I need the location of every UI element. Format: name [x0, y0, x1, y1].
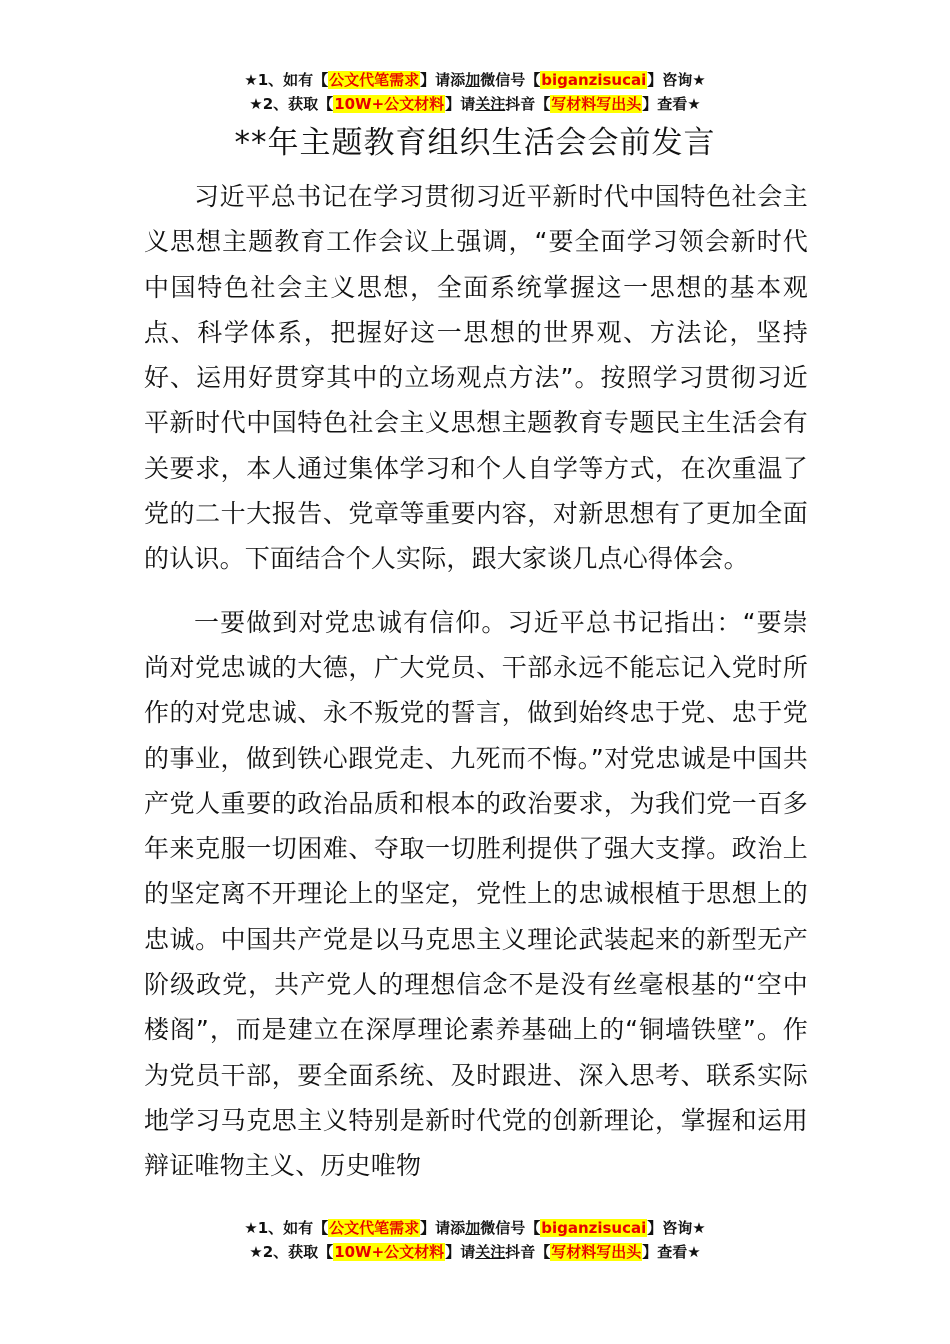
body-paragraph: 一要做到对党忠诚有信仰。习近平总书记指出：“要崇尚对党忠诚的大德，广大党员、干部永远不能忘记入党时所作的对党忠诚、永不叛党的誓言，做到始终忠于党、忠于党的事业，做到铁心跟党走、九死而不悔。”对党忠诚是中国共产党人重要的政治品质和根本的政治要求，为我们党一百多年来克服一切困难、夺取一切胜利提供了强大支撑。政治上的坚定离不开理论上的坚定，党性上的忠诚根植于思想上的忠诚。中国共产党是以马克思主义理论武装起来的新型无产阶级政党，共产党人的理想信念不是没有丝毫根基的“空中楼阁”，而是建立在深厚理论素养基础上的“铜墙铁壁”。作为党员干部，要全面系统、及时跟进、深入思考、联系实际地学习马克思主义特别是新时代党的创新理论，掌握和运用辩证唯物主义、历史唯物 [144, 607, 808, 1181]
banner-text: 】请 [445, 95, 476, 113]
document-body [144, 174, 808, 1189]
banner-highlight-douyin-id: 写材料写出头 [551, 1243, 642, 1261]
banner-underlined-text: 关注 [475, 95, 506, 113]
banner-highlight: 10W+公文材料 [334, 95, 445, 113]
banner-highlight-douyin-id: 写材料写出头 [551, 95, 642, 113]
banner-line-2 [0, 92, 950, 116]
banner-text: 抖音【 [505, 95, 551, 113]
banner-text: ★1、如有【 [244, 1219, 329, 1237]
banner-text: 抖音【 [505, 1243, 551, 1261]
banner-text: 】查看★ [642, 1243, 701, 1261]
body-paragraph: 习近平总书记在学习贯彻习近平新时代中国特色社会主义思想主题教育工作会议上强调，“要全面学习领会新时代中国特色社会主义思想，全面系统掌握这一思想的基本观点、科学体系，把握好这一思想的世界观、方法论，坚持好、运用好贯穿其中的立场观点方法”。按照学习贯彻习近平新时代中国特色社会主义思想主题教育专题民主生活会有关要求，本人通过集体学习和个人自学等方式，在次重温了党的二十大报告、党章等重要内容，对新思想有了更加全面的认识。下面结合个人实际，跟大家谈几点心得体会。 [144, 182, 808, 574]
banner-text: 】请 [445, 1243, 476, 1261]
banner-highlight: 公文代笔需求 [329, 1219, 420, 1237]
banner-text: ★1、如有【 [244, 71, 329, 89]
banner-text: 】请添 [420, 1219, 466, 1237]
banner-text: ★2、获取【 [249, 1243, 334, 1261]
banner-text: ★2、获取【 [249, 95, 334, 113]
document-title: **年主题教育组织生活会会前发言 [234, 125, 716, 161]
banner-line-1 [0, 1216, 950, 1240]
banner-text: 】查看★ [642, 95, 701, 113]
banner-underlined-text: 加 [465, 71, 481, 89]
banner-text: 微信号【 [480, 71, 541, 89]
banner-underlined-text: 关注 [475, 1243, 506, 1261]
banner-highlight: 公文代笔需求 [329, 71, 420, 89]
banner-text: 微信号【 [480, 1219, 541, 1237]
banner-text: 】请添 [420, 71, 466, 89]
banner-text: 】咨询★ [647, 1219, 706, 1237]
banner-line-2 [0, 1240, 950, 1264]
banner-line-1 [0, 68, 950, 92]
banner-underlined-text: 加 [465, 1219, 481, 1237]
banner-highlight-wechat-id: biganzisucai [541, 1219, 647, 1237]
banner-highlight-wechat-id: biganzisucai [541, 71, 647, 89]
banner-highlight: 10W+公文材料 [334, 1243, 445, 1261]
banner-text: 】咨询★ [647, 71, 706, 89]
